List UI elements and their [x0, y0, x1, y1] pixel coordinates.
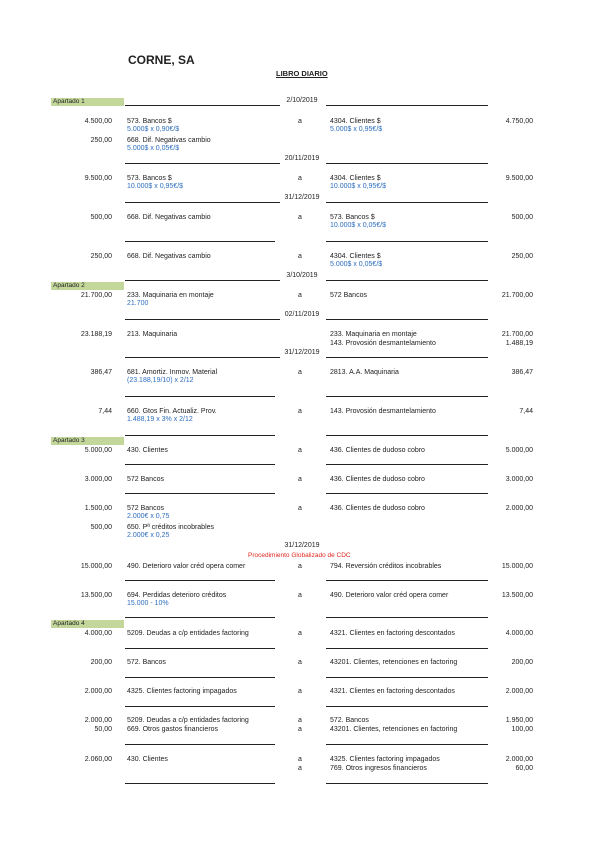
connector-a: a — [298, 118, 302, 125]
debit-amount: 250,00 — [90, 253, 112, 260]
entry-rule — [326, 744, 488, 745]
debit-account: 668. Dif. Negativas cambio — [127, 137, 211, 144]
debit-amount: 500,00 — [90, 524, 112, 531]
entry-rule — [125, 280, 280, 281]
credit-account: 573. Bancos $ — [330, 214, 375, 221]
debit-note: 5.000$ x 0,05€/$ — [127, 145, 180, 152]
debit-amount: 13.500,00 — [80, 592, 112, 599]
entry-rule — [326, 677, 488, 678]
credit-account: 4321. Clientes en factoring descontados — [330, 630, 455, 637]
debit-account: 573. Bancos $ — [127, 118, 172, 125]
credit-account: 43201. Clientes, retenciones en factoring — [330, 659, 458, 666]
debit-note: 1.488,19 x 3% x 2/12 — [127, 416, 193, 423]
debit-amount: 5.000,00 — [84, 447, 112, 454]
credit-account: 43201. Clientes, retenciones en factoring — [330, 726, 458, 733]
debit-amount: 23.188,19 — [80, 331, 112, 338]
connector-a: a — [298, 408, 302, 415]
entry-rule — [326, 163, 488, 164]
debit-amount: 1.500,00 — [84, 505, 112, 512]
credit-amount: 15.000,00 — [501, 563, 533, 570]
credit-amount: 200,00 — [511, 659, 533, 666]
entry-rule — [326, 280, 488, 281]
debit-account: 430. Clientes — [127, 447, 168, 454]
debit-account: 650. Pª créditos incobrables — [127, 524, 215, 531]
debit-note: 5.000$ x 0,90€/$ — [127, 126, 180, 133]
credit-account: 436. Clientes de dudoso cobro — [330, 505, 425, 512]
debit-amount: 15.000,00 — [80, 563, 112, 570]
credit-account: 4304. Clientes $ — [330, 175, 381, 182]
credit-note: 10.000$ x 0,95€/$ — [330, 183, 387, 190]
credit-amount: 5.000,00 — [505, 447, 533, 454]
entry-rule — [326, 617, 488, 618]
entry-rule — [125, 580, 275, 581]
entry-rule — [125, 744, 275, 745]
connector-a: a — [298, 563, 302, 570]
entry-rule — [125, 706, 275, 707]
debit-amount: 4.500,00 — [84, 118, 112, 125]
company-name: CORNE, SA — [128, 53, 195, 67]
debit-amount: 250,00 — [90, 137, 112, 144]
credit-account: 2813. A.A. Maquinaria — [330, 369, 399, 376]
debit-note: 2.000€ x 0,75 — [127, 513, 170, 520]
entry-date: 31/12/2019 — [284, 194, 320, 201]
credit-amount: 1.950,00 — [505, 717, 533, 724]
date-rule-left — [125, 105, 280, 106]
connector-a: a — [298, 476, 302, 483]
entry-rule — [125, 163, 280, 164]
debit-account: 5209. Deudas a c/p entidades factoring — [127, 717, 249, 724]
credit-account: 4321. Clientes en factoring descontados — [330, 688, 455, 695]
credit-account: 233. Maquinaria en montaje — [330, 331, 417, 338]
debit-amount: 500,00 — [90, 214, 112, 221]
credit-account: 436. Clientes de dudoso cobro — [330, 447, 425, 454]
credit-amount: 13.500,00 — [501, 592, 533, 599]
entry-date: 20/11/2019 — [284, 155, 320, 162]
debit-account: 669. Otros gastos financieros — [127, 726, 219, 733]
entry-rule — [326, 357, 488, 358]
entry-rule — [326, 319, 488, 320]
section-label-2: Apartado 2 — [51, 282, 124, 290]
entry-rule — [326, 493, 488, 494]
procedure-note: Procedimiento Globalizado de CDC — [248, 552, 351, 559]
credit-account: 572 Bancos — [330, 292, 367, 299]
debit-amount: 21.700,00 — [80, 292, 112, 299]
debit-account: 572 Bancos — [127, 476, 164, 483]
debit-account: 5209. Deudas a c/p entidades factoring — [127, 630, 249, 637]
credit-note: 5.000$ x 0,95€/$ — [330, 126, 383, 133]
debit-amount: 4.000,00 — [84, 630, 112, 637]
credit-amount: 2.000,00 — [505, 505, 533, 512]
credit-amount: 60,00 — [515, 765, 533, 772]
credit-amount: 386,47 — [511, 369, 533, 376]
credit-account: 4304. Clientes $ — [330, 253, 381, 260]
debit-amount: 9.500,00 — [84, 175, 112, 182]
debit-account: 233. Maquinaria en montaje — [127, 292, 214, 299]
debit-amount: 2.000,00 — [84, 717, 112, 724]
connector-a: a — [298, 505, 302, 512]
credit-account: 769. Otros ingresos financieros — [330, 765, 427, 772]
entry-date: 3/10/2019 — [286, 272, 318, 279]
credit-amount: 21.700,00 — [501, 331, 533, 338]
credit-amount: 7,44 — [519, 408, 533, 415]
entry-rule — [326, 580, 488, 581]
credit-amount: 4.000,00 — [505, 630, 533, 637]
debit-note: 21.700 — [127, 300, 149, 307]
credit-amount: 100,00 — [511, 726, 533, 733]
entry-rule — [326, 202, 488, 203]
entry-rule — [125, 464, 275, 465]
debit-account: 694. Perdidas deterioro créditos — [127, 592, 227, 599]
credit-account: 490. Deterioro valor créd opera comer — [330, 592, 449, 599]
section-label-3: Apartado 3 — [51, 437, 124, 445]
debit-account: 4325. Clientes factoring impagados — [127, 688, 237, 695]
entry-date: 31/12/2019 — [284, 542, 320, 549]
entry-rule — [125, 648, 275, 649]
entry-rule — [326, 706, 488, 707]
debit-note: 2.000€ x 0,25 — [127, 532, 170, 539]
section-label-4: Apartado 4 — [51, 620, 124, 628]
debit-amount: 3.000,00 — [84, 476, 112, 483]
entry-date: 31/12/2019 — [284, 349, 320, 356]
credit-account: 436. Clientes de dudoso cobro — [330, 476, 425, 483]
connector-a: a — [298, 630, 302, 637]
credit-amount: 2.000,00 — [505, 756, 533, 763]
connector-a: a — [298, 447, 302, 454]
entry-rule — [125, 396, 275, 397]
connector-a: a — [298, 253, 302, 260]
connector-a: a — [298, 592, 302, 599]
entry-rule — [125, 357, 280, 358]
connector-a: a — [298, 688, 302, 695]
credit-amount: 2.000,00 — [505, 688, 533, 695]
book-title: LIBRO DIARIO — [276, 69, 328, 78]
debit-account: 573. Bancos $ — [127, 175, 172, 182]
entry-rule — [326, 435, 488, 436]
debit-account: 660. Gtos Fin. Actualiz. Prov. — [127, 408, 217, 415]
debit-account: 681. Amortiz. Inmov. Material — [127, 369, 218, 376]
entry-rule — [326, 464, 488, 465]
credit-amount: 9.500,00 — [505, 175, 533, 182]
connector-a: a — [298, 726, 302, 733]
date-rule-right — [326, 105, 488, 106]
debit-note: 15.000 - 10% — [127, 600, 169, 607]
connector-a: a — [298, 717, 302, 724]
debit-amount: 2.060,00 — [84, 756, 112, 763]
section-label-1: Apartado 1 — [51, 98, 124, 106]
entry-date: 02/11/2019 — [284, 311, 320, 318]
debit-account: 213. Maquinaria — [127, 331, 178, 338]
entry-rule — [125, 435, 275, 436]
entry-rule — [125, 241, 275, 242]
entry-rule — [125, 617, 275, 618]
entry-date: 2/10/2019 — [286, 97, 318, 104]
entry-rule — [125, 783, 275, 784]
debit-amount: 200,00 — [90, 659, 112, 666]
entry-rule — [326, 648, 488, 649]
debit-account: 668. Dif. Negativas cambio — [127, 214, 211, 221]
credit-account: 4325. Clientes factoring impagados — [330, 756, 440, 763]
connector-a: a — [298, 214, 302, 221]
credit-amount: 250,00 — [511, 253, 533, 260]
entry-rule — [125, 319, 280, 320]
debit-note: (23.188,19/10) x 2/12 — [127, 377, 194, 384]
entry-rule — [125, 493, 275, 494]
connector-a: a — [298, 765, 302, 772]
entry-rule — [125, 202, 280, 203]
credit-amount: 21.700,00 — [501, 292, 533, 299]
connector-a: a — [298, 175, 302, 182]
debit-amount: 386,47 — [90, 369, 112, 376]
credit-account: 572. Bancos — [330, 717, 369, 724]
credit-note: 5.000$ x 0,05€/$ — [330, 261, 383, 268]
credit-account: 4304. Clientes $ — [330, 118, 381, 125]
debit-account: 490. Deterioro valor créd opera comer — [127, 563, 246, 570]
connector-a: a — [298, 369, 302, 376]
credit-amount: 500,00 — [511, 214, 533, 221]
credit-account: 794. Reversión créditos incobrables — [330, 563, 442, 570]
debit-account: 572. Bancos — [127, 659, 166, 666]
debit-account: 430. Clientes — [127, 756, 168, 763]
credit-amount: 1.488,19 — [505, 340, 533, 347]
credit-account: 143. Provosión desmantelamiento — [330, 340, 436, 347]
entry-rule — [326, 241, 488, 242]
credit-amount: 3.000,00 — [505, 476, 533, 483]
entry-rule — [326, 783, 488, 784]
credit-note: 10.000$ x 0,05€/$ — [330, 222, 387, 229]
debit-amount: 50,00 — [94, 726, 112, 733]
debit-account: 668. Dif. Negativas cambio — [127, 253, 211, 260]
debit-note: 10.000$ x 0,95€/$ — [127, 183, 184, 190]
credit-amount: 4.750,00 — [505, 118, 533, 125]
entry-rule — [326, 396, 488, 397]
debit-amount: 2.000,00 — [84, 688, 112, 695]
connector-a: a — [298, 756, 302, 763]
credit-account: 143. Provosión desmantelamiento — [330, 408, 436, 415]
connector-a: a — [298, 659, 302, 666]
entry-rule — [125, 677, 275, 678]
debit-amount: 7,44 — [98, 408, 112, 415]
connector-a: a — [298, 292, 302, 299]
debit-account: 572 Bancos — [127, 505, 164, 512]
